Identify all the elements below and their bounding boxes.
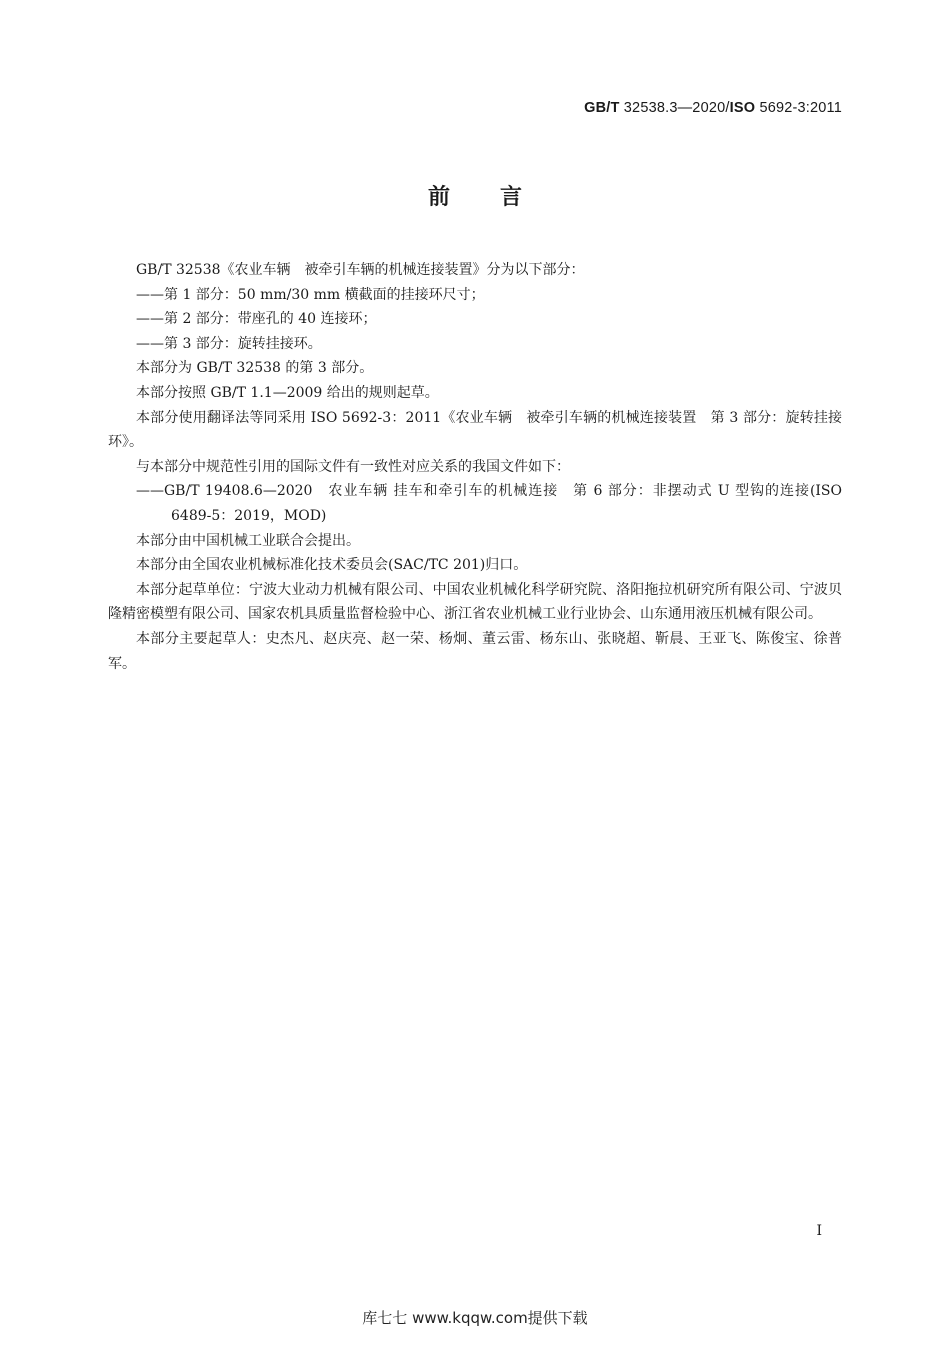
paragraph-drafters: 本部分主要起草人：史杰凡、赵庆亮、赵一荣、杨炯、董云雷、杨东山、张晓超、靳晨、王亚飞、陈俊宝、徐普军。 — [108, 630, 842, 672]
paragraph-drafting-rules: 本部分按照 GB/T 1.1—2009 给出的规则起草。 — [136, 384, 439, 401]
page-title: 前言 — [427, 185, 572, 210]
gbt-number: 32538.3—2020/ — [623, 100, 730, 116]
download-watermark: 库七七 www.kqqw.com提供下载 — [362, 1309, 588, 1327]
list-item-part-1: ——第 1 部分：50 mm/30 mm 横截面的挂接环尺寸； — [136, 286, 485, 303]
list-item-part-3: ——第 3 部分：旋转挂接环。 — [136, 335, 322, 352]
paragraph-drafting-units: 本部分起草单位：宁波大业动力机械有限公司、中国农业机械化科学研究院、洛阳拖拉机研究所有限公司、宁波贝隆精密模塑有限公司、国家农机具质量监督检验中心、浙江省农业机械工业行业协会、山东通用液压机械有限公司。 — [108, 581, 842, 623]
list-item-part-2: ——第 2 部分：带座孔的 40 连接环； — [136, 311, 377, 328]
paragraph-proposed-by: 本部分由中国机械工业联合会提出。 — [136, 532, 360, 549]
page-number: I — [816, 1223, 822, 1239]
paragraph-technical-committee: 本部分由全国农业机械标准化技术委员会(SAC/TC 201)归口。 — [136, 557, 528, 574]
iso-prefix: ISO — [729, 100, 756, 116]
paragraph-normative-refs: 与本部分中规范性引用的国际文件有一致性对应关系的我国文件如下： — [136, 458, 570, 475]
paragraph-parts-intro: GB/T 32538《农业车辆 被牵引车辆的机械连接装置》分为以下部分： — [136, 262, 585, 278]
gbt-prefix: GB/T — [584, 100, 620, 116]
foreword-body — [108, 258, 842, 676]
paragraph-adoption: 本部分使用翻译法等同采用 ISO 5692-3：2011《农业车辆 被牵引车辆的机械连接装置 第 3 部分：旋转挂接环》。 — [108, 409, 842, 451]
paragraph-this-part: 本部分为 GB/T 32538 的第 3 部分。 — [136, 360, 374, 377]
iso-number: 5692-3:2011 — [759, 100, 842, 116]
list-item-reference: ——GB/T 19408.6—2020 农业车辆 挂车和牵引车的机械连接 第 6 部分：非摆动式 U 型钩的连接(ISO 6489-5：2019，MOD) — [136, 483, 842, 524]
standard-number — [584, 100, 842, 116]
